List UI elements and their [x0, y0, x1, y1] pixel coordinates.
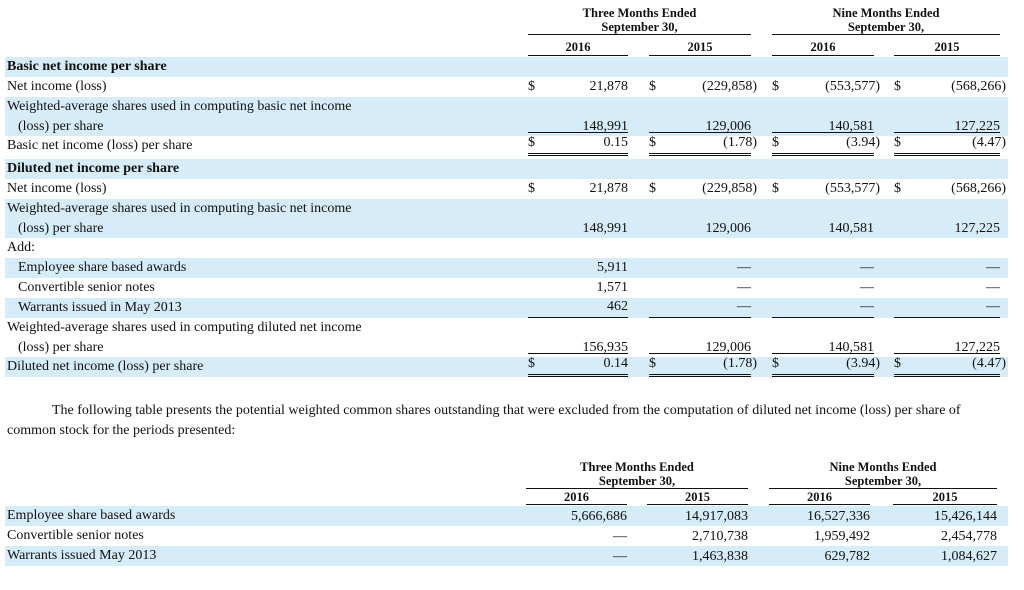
column-group-subtitle: September 30,	[847, 20, 925, 34]
currency-symbol: $	[772, 356, 779, 371]
value-cell	[769, 527, 870, 547]
year-rule	[772, 55, 874, 56]
cell-value: 21,878	[589, 181, 628, 196]
cell-value: —	[737, 299, 751, 314]
year-header: 2016	[564, 490, 589, 504]
cell-value: —	[860, 299, 874, 314]
cell-value: 0.15	[603, 135, 628, 150]
value-cell	[772, 297, 874, 318]
column-group-subtitle: September 30,	[844, 474, 922, 488]
year-rule	[894, 55, 1000, 56]
year-header: 2016	[807, 490, 832, 504]
cell-value: 16,527,336	[807, 508, 870, 524]
header-rule	[772, 34, 1000, 35]
cell-value: 156,935	[582, 339, 628, 355]
value-cell	[772, 179, 880, 199]
value-cell	[526, 527, 627, 547]
year-header: 2015	[685, 490, 710, 504]
currency-symbol: $	[772, 181, 779, 196]
cell-value: —	[613, 528, 627, 544]
value-cell	[894, 179, 1006, 199]
value-cell	[649, 297, 751, 318]
currency-symbol: $	[894, 135, 901, 150]
value-cell	[894, 219, 1000, 239]
currency-symbol: $	[894, 79, 901, 94]
year-rule	[769, 504, 870, 505]
table-row	[5, 97, 1008, 136]
value-cell	[528, 258, 628, 278]
currency-symbol: $	[649, 135, 656, 150]
value-cell	[649, 179, 757, 199]
table-row	[5, 278, 1008, 298]
cell-value: 14,917,083	[685, 508, 748, 524]
column-group-subtitle: September 30,	[601, 20, 678, 34]
header-rule	[528, 34, 751, 35]
value-cell	[893, 507, 997, 527]
section-heading: Basic net income per share	[7, 59, 167, 74]
value-cell	[647, 507, 748, 527]
value-cell	[528, 219, 628, 239]
cell-value: 148,991	[582, 118, 628, 134]
value-cell	[647, 527, 748, 547]
cell-value: 629,782	[824, 548, 870, 564]
value-cell	[528, 353, 628, 377]
value-cell	[649, 219, 751, 239]
value-cell	[528, 297, 628, 318]
cell-value: —	[613, 548, 627, 564]
cell-value: 1,571	[596, 280, 628, 295]
value-cell	[528, 278, 628, 298]
row-label: Weighted-average shares used in computing basic net income	[7, 201, 352, 216]
cell-value: (229,858)	[702, 181, 757, 196]
cell-value: —	[860, 280, 874, 295]
table-row	[5, 199, 1008, 238]
currency-symbol: $	[894, 181, 901, 196]
cell-value: 0.14	[603, 356, 628, 371]
column-group-title: Nine Months Ended	[832, 6, 940, 20]
year-header: 2015	[934, 40, 960, 54]
value-cell	[772, 132, 880, 156]
table-row	[5, 298, 1008, 318]
table-row	[5, 357, 1008, 377]
table-row	[5, 258, 1008, 278]
value-cell	[769, 547, 870, 567]
cell-value: (568,266)	[951, 79, 1006, 94]
cell-value: 129,006	[705, 118, 751, 134]
cell-value: —	[737, 260, 751, 275]
currency-symbol: $	[528, 79, 535, 94]
table-row	[5, 506, 1008, 526]
table-row	[5, 77, 1008, 97]
currency-symbol: $	[528, 356, 535, 371]
column-group-subtitle: September 30,	[598, 474, 676, 488]
row-label: (loss) per share	[18, 220, 104, 236]
cell-value: (1.78)	[723, 135, 757, 150]
value-cell	[772, 278, 874, 298]
table-row	[5, 179, 1008, 199]
year-rule	[647, 504, 748, 505]
cell-value: 1,959,492	[814, 528, 870, 544]
value-cell	[769, 507, 870, 527]
value-cell	[528, 77, 628, 97]
header-rule	[769, 488, 997, 489]
cell-value: (553,577)	[825, 79, 880, 94]
cell-value: 148,991	[582, 220, 628, 236]
value-cell	[528, 132, 628, 156]
cell-value: 2,454,778	[941, 528, 997, 544]
cell-value: 140,581	[828, 118, 874, 134]
cell-value: 21,878	[589, 79, 628, 94]
row-label: Net income (loss)	[7, 79, 107, 94]
cell-value: 5,666,686	[571, 508, 627, 524]
currency-symbol: $	[528, 181, 535, 196]
value-cell	[526, 547, 627, 567]
row-label: Add:	[7, 240, 35, 255]
section-heading: Diluted net income per share	[7, 161, 180, 176]
value-cell	[526, 507, 627, 527]
currency-symbol: $	[772, 135, 779, 150]
year-header: 2015	[687, 40, 713, 54]
cell-value: (568,266)	[951, 181, 1006, 196]
row-label: Warrants issued in May 2013	[18, 300, 182, 315]
value-cell	[894, 258, 1000, 278]
table-row	[5, 57, 1008, 77]
currency-symbol: $	[772, 79, 779, 94]
cell-value: 129,006	[705, 220, 751, 236]
currency-symbol: $	[894, 356, 901, 371]
cell-value: (3.94)	[846, 135, 880, 150]
row-label: Employee share based awards	[7, 508, 176, 523]
cell-value: 140,581	[828, 220, 874, 236]
row-label: Diluted net income (loss) per share	[7, 359, 204, 374]
value-cell	[649, 258, 751, 278]
cell-value: 140,581	[828, 339, 874, 355]
value-cell	[894, 132, 1006, 156]
currency-symbol: $	[649, 181, 656, 196]
row-label: Weighted-average shares used in computing basic net income	[7, 99, 352, 114]
year-rule	[893, 504, 997, 505]
value-cell	[894, 278, 1000, 298]
year-rule	[649, 55, 751, 56]
value-cell	[893, 547, 997, 567]
value-cell	[894, 297, 1000, 318]
cell-value: —	[986, 280, 1000, 295]
cell-value: —	[986, 260, 1000, 275]
column-group-title: Three Months Ended	[580, 460, 694, 474]
cell-value: 15,426,144	[934, 508, 997, 524]
row-label: Convertible senior notes	[7, 528, 144, 543]
row-label: Employee share based awards	[18, 260, 187, 275]
year-header: 2015	[932, 490, 958, 504]
cell-value: (553,577)	[825, 181, 880, 196]
table-row	[5, 159, 1008, 179]
value-cell	[772, 77, 880, 97]
value-cell	[649, 77, 757, 97]
year-header: 2016	[810, 40, 836, 54]
value-cell	[772, 353, 880, 377]
value-cell	[894, 77, 1006, 97]
currency-symbol: $	[528, 135, 535, 150]
cell-value: (1.78)	[723, 356, 757, 371]
value-cell	[772, 258, 874, 278]
cell-value: 2,710,738	[692, 528, 748, 544]
cell-value: 127,225	[954, 118, 1000, 134]
header-rule	[526, 488, 748, 489]
row-label: Basic net income (loss) per share	[7, 138, 193, 153]
cell-value: —	[737, 280, 751, 295]
cell-value: 1,463,838	[692, 548, 748, 564]
cell-value: (3.94)	[846, 356, 880, 371]
cell-value: (229,858)	[702, 79, 757, 94]
row-label: Convertible senior notes	[18, 280, 155, 295]
value-cell	[649, 353, 757, 377]
value-cell	[893, 527, 997, 547]
table-row	[5, 526, 1008, 546]
table-row	[5, 136, 1008, 156]
cell-value: 462	[607, 299, 628, 314]
value-cell	[647, 547, 748, 567]
cell-value: 127,225	[954, 339, 1000, 355]
cell-value: 127,225	[954, 220, 1000, 236]
value-cell	[894, 353, 1006, 377]
row-label: Net income (loss)	[7, 181, 107, 196]
cell-value: 1,084,627	[941, 548, 997, 564]
row-label: Warrants issued May 2013	[7, 548, 157, 563]
column-group-title: Nine Months Ended	[829, 460, 937, 474]
column-group-title: Three Months Ended	[582, 6, 697, 20]
value-cell	[649, 132, 757, 156]
row-label: Weighted-average shares used in computing diluted net income	[7, 320, 362, 335]
value-cell	[528, 179, 628, 199]
table-row	[5, 546, 1008, 566]
year-rule	[526, 504, 627, 505]
year-header: 2016	[565, 40, 591, 54]
value-cell	[649, 278, 751, 298]
row-label: (loss) per share	[18, 118, 104, 134]
cell-value: —	[860, 260, 874, 275]
cell-value: (4.47)	[972, 356, 1006, 371]
table-row	[5, 318, 1008, 357]
cell-value: —	[986, 299, 1000, 314]
year-rule	[528, 55, 628, 56]
explanatory-paragraph: The following table presents the potential weighted common shares outstanding that were excluded from the computation of diluted net income (loss) per share of common stock for the periods presented:	[7, 403, 961, 438]
cell-value: (4.47)	[972, 135, 1006, 150]
currency-symbol: $	[649, 79, 656, 94]
table-row	[5, 238, 1008, 258]
cell-value: 129,006	[705, 339, 751, 355]
value-cell	[772, 219, 874, 239]
row-label: (loss) per share	[18, 339, 104, 355]
currency-symbol: $	[649, 356, 656, 371]
cell-value: 5,911	[597, 260, 628, 275]
